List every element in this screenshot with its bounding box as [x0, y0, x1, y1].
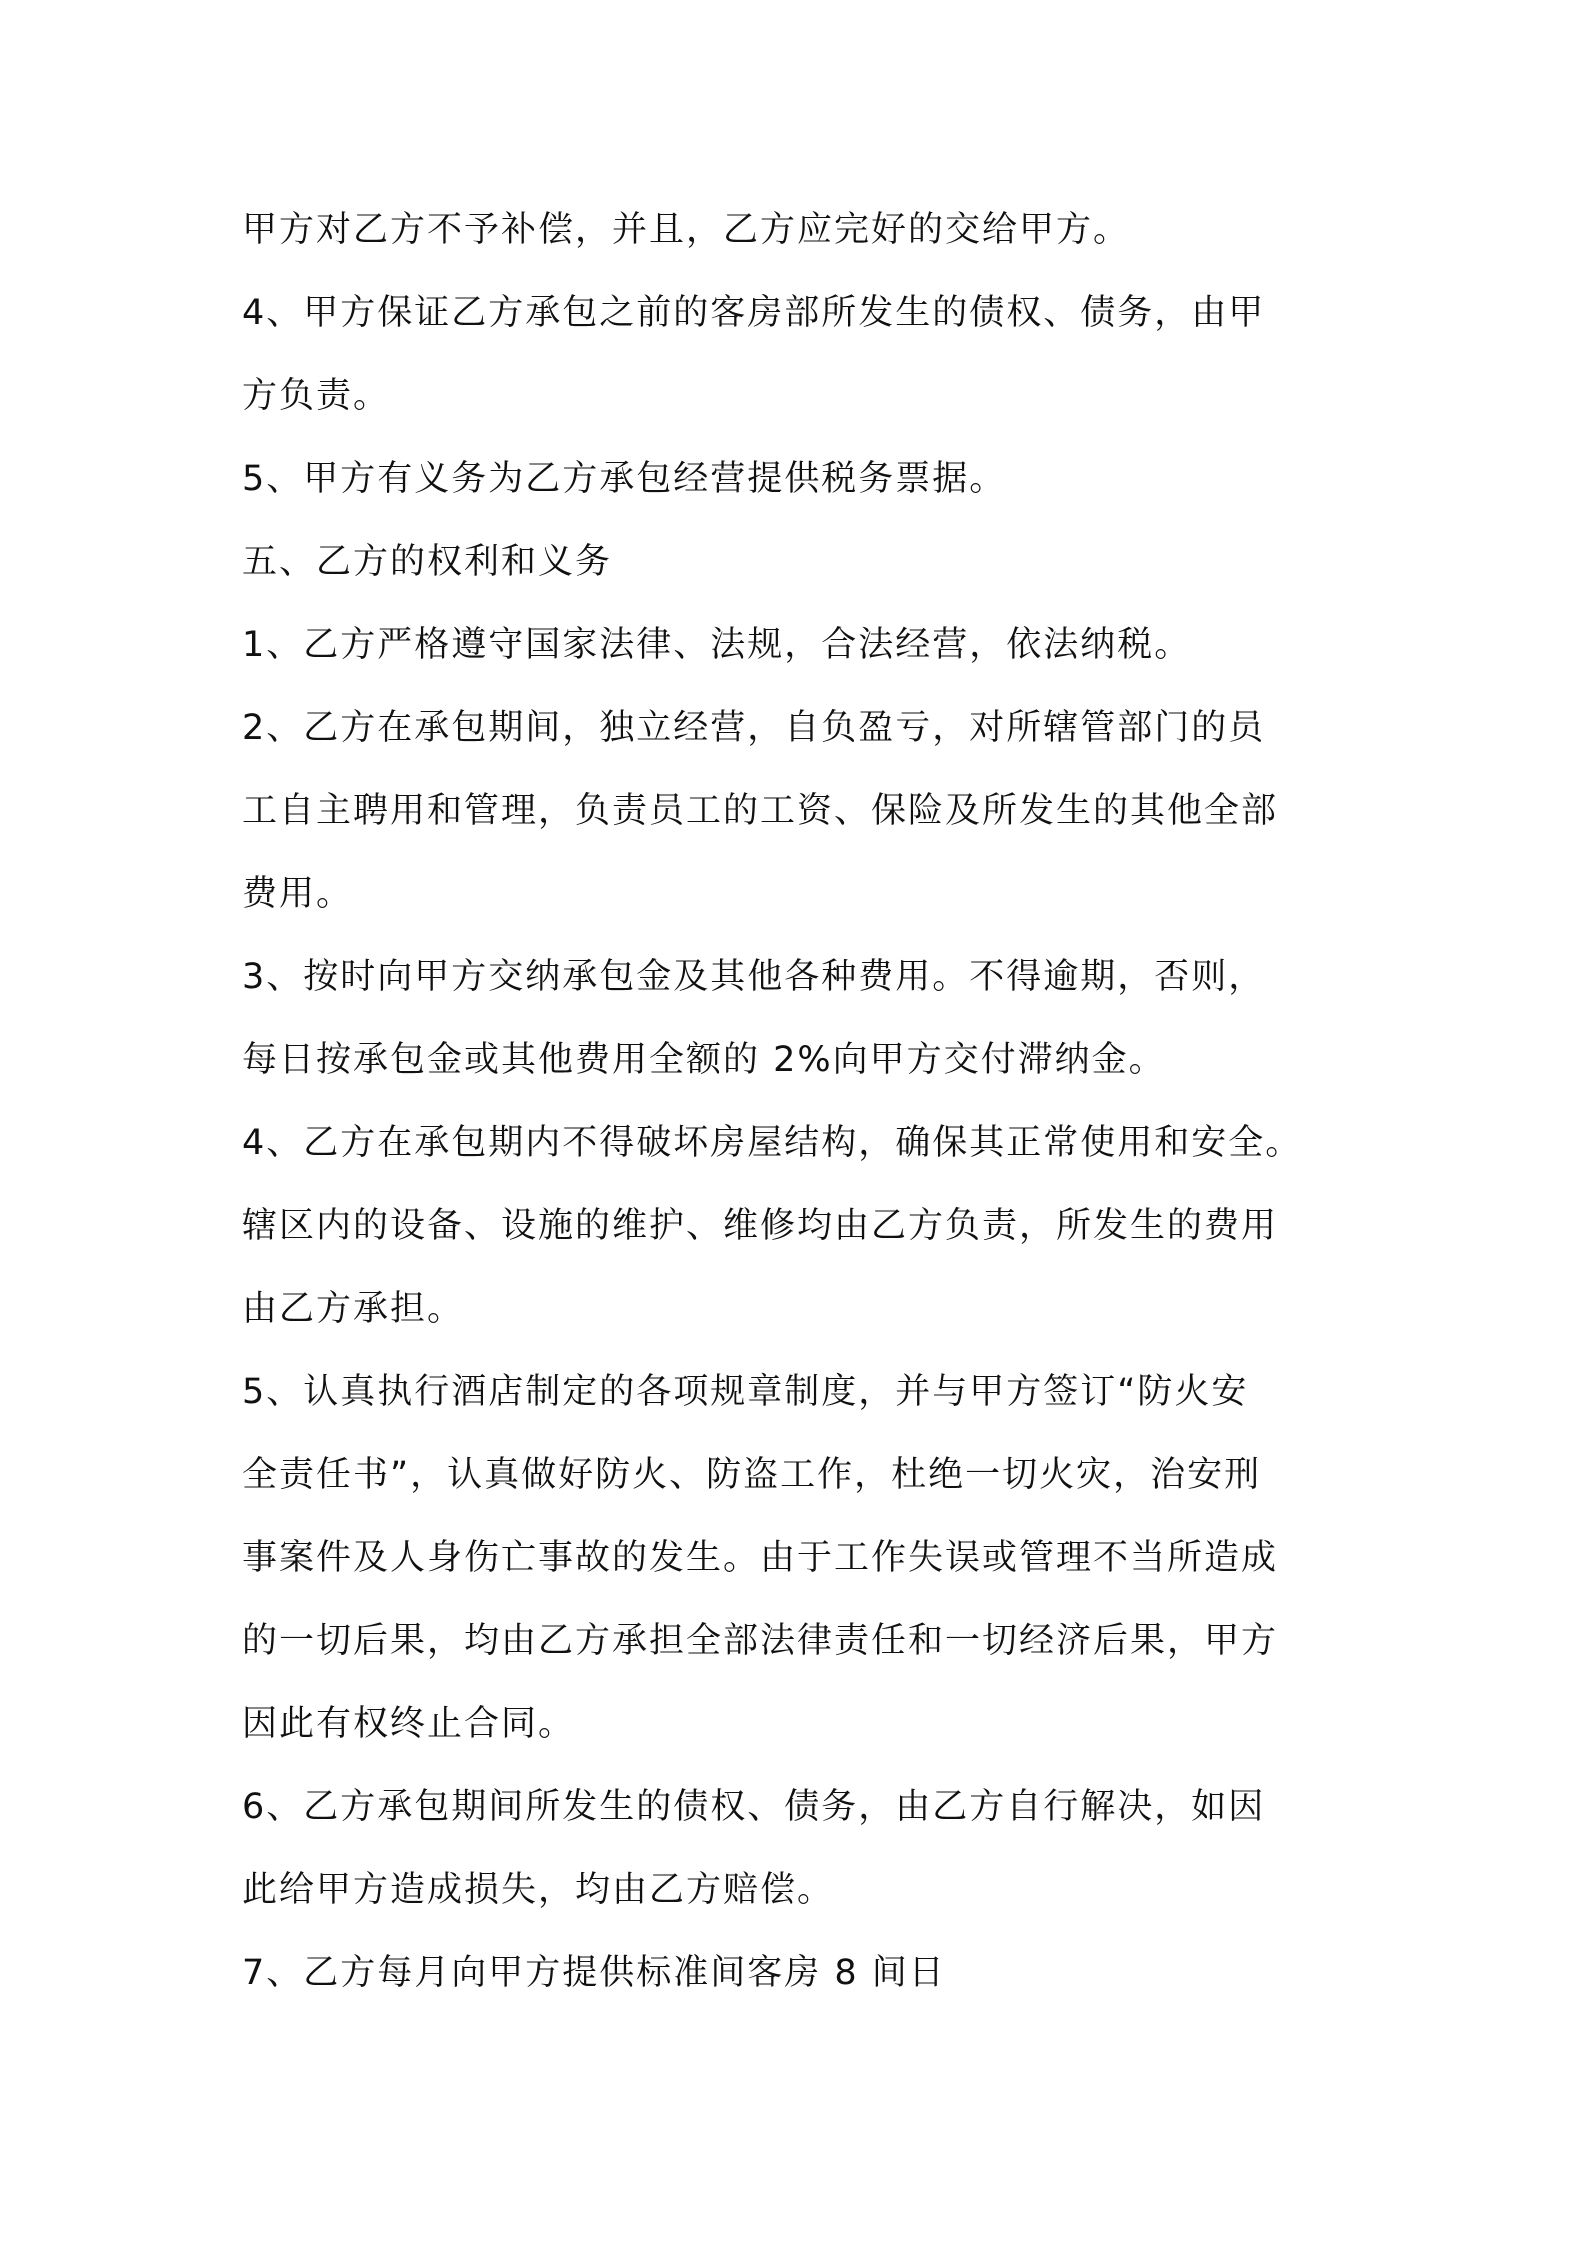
text-line: 此给甲方造成损失，均由乙方赔偿。: [242, 1870, 835, 1910]
text-line: 事案件及人身伤亡事故的发生。由于工作失误或管理不当所造成: [242, 1538, 1279, 1578]
text-line: 的一切后果，均由乙方承担全部法律责任和一切经济后果，甲方: [242, 1621, 1279, 1661]
text-line: 方负责。: [242, 376, 391, 416]
text-line: 费用。: [242, 874, 354, 914]
text-line: 7、乙方每月向甲方提供标准间客房 8 间日: [242, 1953, 946, 1993]
text-line: 5、甲方有义务为乙方承包经营提供税务票据。: [242, 459, 1007, 499]
text-line: 每日按承包金或其他费用全额的 2%向甲方交付滞纳金。: [242, 1040, 1166, 1080]
text-line: 全责任书”，认真做好防火、防盗工作，杜绝一切火灾，治安刑: [242, 1455, 1262, 1495]
text-line: 2、乙方在承包期间，独立经营，自负盈亏，对所辖管部门的员: [242, 708, 1266, 748]
text-line: 甲方对乙方不予补偿，并且，乙方应完好的交给甲方。: [242, 210, 1131, 250]
text-line: 辖区内的设备、设施的维护、维修均由乙方负责，所发生的费用: [242, 1206, 1279, 1246]
text-line: 3、按时向甲方交纳承包金及其他各种费用。不得逾期，否则，: [242, 957, 1266, 997]
text-line: 4、乙方在承包期内不得破坏房屋结构，确保其正常使用和安全。: [242, 1123, 1303, 1163]
section-heading: 五、乙方的权利和义务: [242, 542, 613, 582]
text-line: 因此有权终止合同。: [242, 1704, 576, 1744]
text-line: 4、甲方保证乙方承包之前的客房部所发生的债权、债务，由甲: [242, 293, 1266, 333]
text-line: 5、认真执行酒店制定的各项规章制度，并与甲方签订“防火安: [242, 1372, 1249, 1412]
text-line: 1、乙方严格遵守国家法律、法规，合法经营，依法纳税。: [242, 625, 1192, 665]
text-line: 6、乙方承包期间所发生的债权、债务，由乙方自行解决，如因: [242, 1787, 1266, 1827]
text-line: 工自主聘用和管理，负责员工的工资、保险及所发生的其他全部: [242, 791, 1279, 831]
text-line: 由乙方承担。: [242, 1289, 465, 1329]
